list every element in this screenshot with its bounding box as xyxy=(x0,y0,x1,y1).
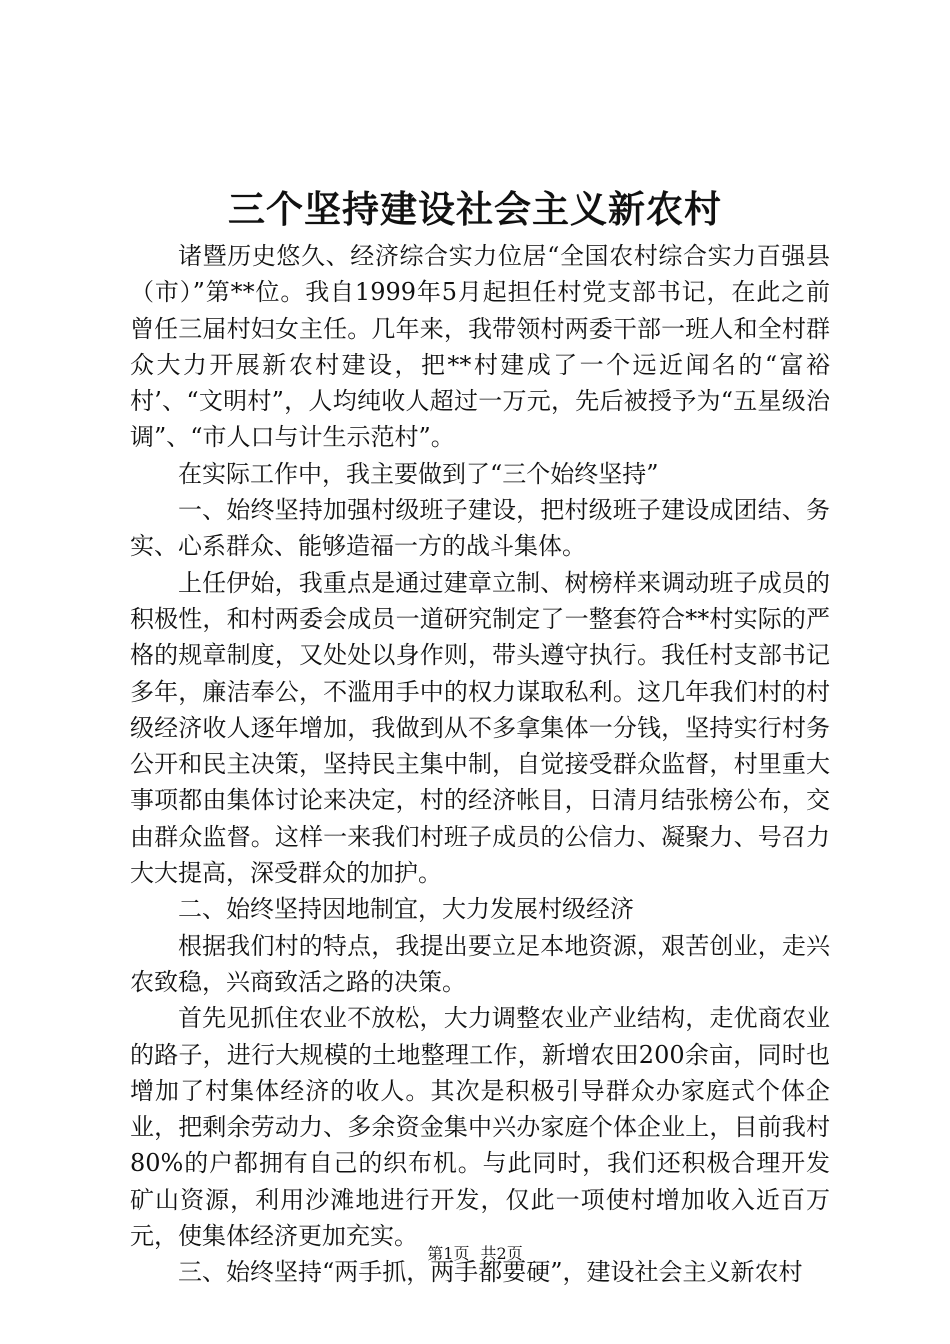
paragraph-leadership: 上任伊始，我重点是通过建章立制、树榜样来调动班子成员的积极性，和村两委会成员一道研究制定了一整套符合**村实际的严格的规章制度，又处处以身作则，带头遵守执行。我任村支部书记多年，廉洁奉公，不滥用手中的权力谋取私利。这几年我们村的村级经济收人逐年增加，我做到从不多拿集体一分钱，坚持实行村务公开和民主决策，坚持民主集中制，自觉接受群众监督，村里重大事项都由集体讨论来决定，村的经济帐目，日清月结张榜公布，交由群众监督。这样一来我们村班子成员的公信力、凝聚力、号召力大大提高，深受群众的加护。 xyxy=(130,568,830,888)
page-total: 共2页 xyxy=(480,1244,523,1263)
page-number: 第1页 xyxy=(427,1244,470,1263)
paragraph-agriculture: 首先见抓住农业不放松，大力调整农业产业结构，走优商农业的路子，进行大规模的土地整理工作，新增农田200余亩，同时也增加了村集体经济的收人。其次是积极引导群众办家庭式个体企业，把剩余劳动力、多余资金集中兴办家庭个体企业上，目前我村80%的户都拥有自己的织布机。与此同时，我们还积极合理开发矿山资源，利用沙滩地进行开发，仅此一项使村增加收入近百万元，使集体经济更加充实。 xyxy=(130,1004,830,1251)
paragraph-three-persistences: 在实际工作中，我主要做到了“三个始终坚持” xyxy=(178,459,659,488)
section-heading-one: 一、始终坚持加强村级班子建设，把村级班子建设成团结、务实、心系群众、能够造福一方的战斗集体。 xyxy=(130,496,830,561)
document-title: 三个坚持建设社会主义新农村 xyxy=(228,187,722,231)
paragraph-intro: 诸暨历史悠久、经济综合实力位居“全国农村综合实力百强县（市）”第**位。我自1999年5月起担任村党支部书记，在此之前曾任三届村妇女主任。几年来，我带领村两委干部一班人和全村群众大力开展新农村建设，把**村建成了一个远近闻名的“富裕村’、“文明村”，人均纯收人超过一万元，先后被授予为“五星级治调”、“市人口与计生示范村”。 xyxy=(130,242,830,452)
paragraph-local-resources: 根据我们村的特点，我提出要立足本地资源，艰苦创业，走兴农致稳，兴商致活之路的决策。 xyxy=(130,931,830,996)
section-heading-two: 二、始终坚持因地制宜，大力发展村级经济 xyxy=(178,895,634,924)
section-heading-three: 三、始终坚持“两手抓，两手都要硬”，建设社会主义新农村 xyxy=(178,1258,803,1287)
document-body xyxy=(130,238,830,1291)
page-footer xyxy=(0,1243,950,1265)
